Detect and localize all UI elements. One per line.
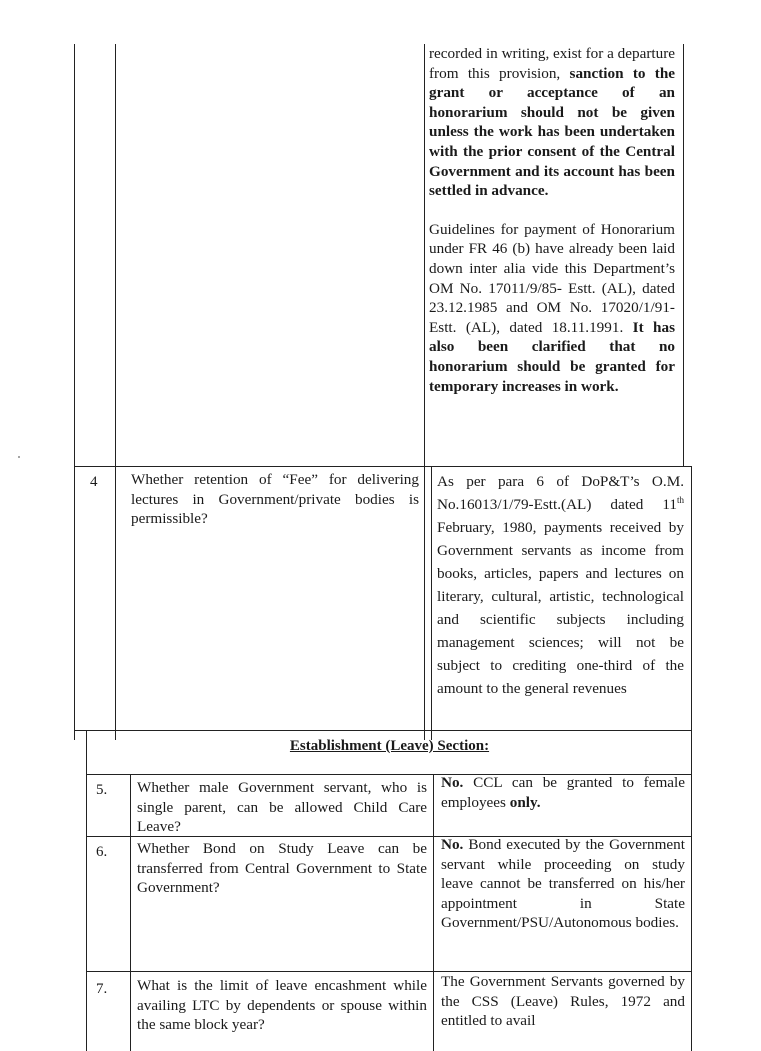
row3-answer-part1-bold: sanction to the grant or acceptance of an honorarium should not be given unless the work has been undertaken with the prior consent of the Central Government and its account has been settled in advance. [429,64,676,200]
table-rule [683,44,684,466]
row6-answer-text: Bond executed by the Government servant while proceeding on study leave cannot be transferred on his/her appointment in State Government/PSU/Autonomous bodies. [441,836,685,932]
table-rule [74,44,75,740]
scan-speck [18,456,20,458]
row4-number: 4 [90,474,98,490]
table-rule [74,730,692,731]
row5-answer-text: CCL can be granted to female employees [441,774,685,811]
row5-question: Whether male Government servant, who is single parent, can be allowed Child Care Leave? [137,779,427,836]
row4-answer [437,470,684,700]
row3-answer [429,44,675,396]
row7-question: What is the limit of leave encashment while availing LTC by dependents or spouse within the same block year? [137,977,427,1034]
row3-answer-part1: recorded in writing, exist for a departure from this provision, [429,45,675,82]
row4-answer-text: As per para 6 of DoP&T’s O.M. No.16013/1/79-Estt.(AL) dated 11 [437,473,684,513]
table-rule [424,44,425,740]
table-rule [691,466,692,774]
row3-answer-part2: Guidelines for payment of Honorarium under FR 46 (b) have already been laid down inter alia vide this Department’s OM No. 17011/9/85- Estt. (AL), dated 23.12.1985 and OM No. 17020/1/91- Estt. (AL), dated 18.11.1991. [429,220,675,336]
row6-question: Whether Bond on Study Leave can be transferred from Central Government to State Government? [137,840,427,897]
row6-answer [441,835,685,933]
row5-answer-no: No. [441,774,464,791]
row7-answer: The Government Servants governed by the CSS (Leave) Rules, 1972 and entitled to avail [441,973,685,1030]
row5-answer-only: only. [509,793,541,811]
row4-question: Whether retention of “Fee” for delivering lectures in Government/private bodies is permissible? [131,471,419,528]
table-rule [115,44,116,740]
table-rule [130,774,131,1051]
row5-answer [441,773,685,812]
table-rule [433,774,434,1051]
row4-answer-text-cont: February, 1980, payments received by Government servants as income from books, articles, papers and lectures on literary, cultural, artistic, technological and scientific subjects including management sciences; will not be subject to crediting one-third of the amount to the general revenues [437,519,684,697]
row6-answer-no: No. [441,836,464,853]
row7-number: 7. [96,981,108,997]
row5-number: 5. [96,782,108,798]
row4-answer-sup: th [676,494,684,505]
row6-number: 6. [96,844,108,860]
row3-answer-part2-bold: It has also been clarified that no honorarium should be granted for temporary increases in work. [429,318,675,395]
table-rule [691,774,692,1051]
table-rule [431,466,432,740]
section-title: Establishment (Leave) Section: [289,738,490,754]
table-rule [74,466,692,467]
table-rule [86,774,87,1051]
